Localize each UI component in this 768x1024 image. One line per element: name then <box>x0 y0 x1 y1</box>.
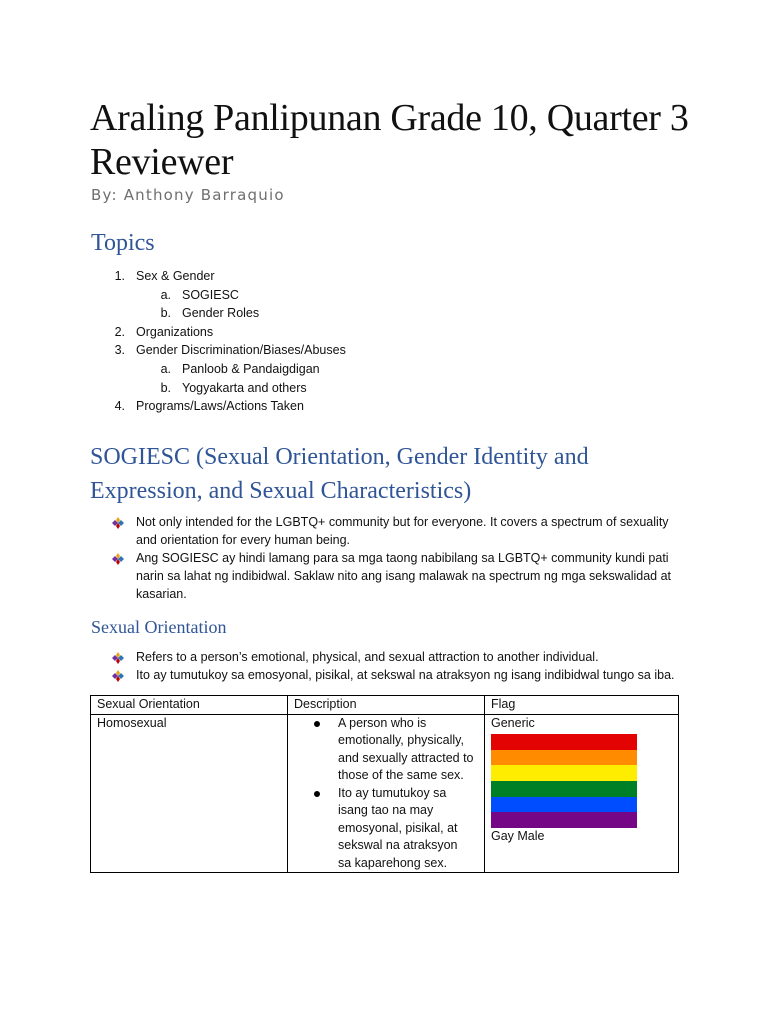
flag-stripe <box>491 797 637 813</box>
diamond-bullet-icon <box>112 648 136 666</box>
bullet-text: Ang SOGIESC ay hindi lamang para sa mga taong nabibilang sa LGBTQ+ community kundi pati narin sa lahat ng indibidwal. Saklaw nito ang isang malawak na spectrum ng mga sekswalidad at kasarian. <box>136 551 672 601</box>
description-text: A person who is emotionally, physically, and sexually attracted to those of the same sex. <box>338 715 474 782</box>
description-text: Ito ay tumutukoy sa isang tao na may emosyonal, pisikal, at sekswal na atraksyon sa kaparehong sex. <box>338 785 458 870</box>
topic-label: Sex & Gender <box>136 269 215 283</box>
bullet-text: Refers to a person’s emotional, physical, and sexual attraction to another individual. <box>136 650 599 664</box>
flag-caption: Gay Male <box>491 829 545 844</box>
topics-heading: Topics <box>91 230 155 256</box>
description-item <box>338 715 474 785</box>
orientation-cell: Homosexual <box>91 714 288 873</box>
document-title: Araling Panlipunan Grade 10, Quarter 3 Reviewer <box>90 97 689 183</box>
topic-number: b. <box>160 380 171 395</box>
topic-label: Programs/Laws/Actions Taken <box>136 399 304 414</box>
document-byline: By: Anthony Barraquio <box>91 186 285 204</box>
sogiesc-heading: SOGIESC (Sexual Orientation, Gender Identity and Expression, and Sexual Characteristics) <box>90 444 589 504</box>
topic-label: Gender Discrimination/Biases/Abuses <box>136 343 346 358</box>
topics-list <box>91 267 346 416</box>
description-item <box>338 785 474 873</box>
topic-item <box>91 397 346 416</box>
diamond-bullet-icon <box>112 513 136 531</box>
topic-item <box>91 267 346 286</box>
topic-label: SOGIESC <box>182 287 239 302</box>
table-row <box>91 714 679 873</box>
bullet-item <box>112 513 692 549</box>
table-header-cell: Flag <box>485 696 679 715</box>
topic-number: 3. <box>114 343 125 358</box>
rainbow-flag-image <box>491 734 637 828</box>
description-cell <box>288 714 485 873</box>
topic-number: 4. <box>114 399 125 414</box>
flag-stripe <box>491 812 637 828</box>
bullet-item <box>112 549 692 603</box>
topic-item <box>91 341 346 360</box>
sogiesc-bullets <box>112 513 692 603</box>
sexual-orientation-table <box>90 695 679 873</box>
flag-cell <box>485 714 679 873</box>
topic-item <box>91 304 346 323</box>
table-header-cell: Sexual Orientation <box>91 696 288 715</box>
topic-number: 1. <box>114 269 125 283</box>
flag-label: Generic <box>491 715 535 730</box>
flag-stripe <box>491 750 637 766</box>
topic-label: Yogyakarta and others <box>182 380 307 395</box>
topic-number: a. <box>160 287 171 302</box>
table-header-row <box>91 696 679 715</box>
topic-label: Panloob & Pandaigdigan <box>182 361 320 376</box>
bullet-text: Ito ay tumutukoy sa emosyonal, pisikal, at sekswal na atraksyon ng isang indibidwal tungo sa iba. <box>136 668 675 682</box>
bullet-item <box>112 666 692 684</box>
topic-number: b. <box>160 306 171 321</box>
topic-item <box>91 286 346 305</box>
topic-item <box>91 323 346 342</box>
flag-stripe <box>491 781 637 797</box>
diamond-bullet-icon <box>112 666 136 684</box>
table-header-cell: Description <box>288 696 485 715</box>
bullet-dot-icon <box>314 721 320 727</box>
sexual-orientation-heading: Sexual Orientation <box>91 617 227 637</box>
description-list <box>294 715 478 873</box>
bullet-dot-icon <box>314 791 320 797</box>
topic-number: a. <box>160 361 171 376</box>
topic-label: Gender Roles <box>182 306 260 321</box>
topic-label: Organizations <box>136 324 214 339</box>
topic-number: 2. <box>114 324 125 339</box>
diamond-bullet-icon <box>112 549 136 567</box>
topic-item <box>91 360 346 379</box>
topic-item <box>91 379 346 398</box>
bullet-item <box>112 648 692 666</box>
flag-stripe <box>491 734 637 750</box>
sexual-orientation-bullets <box>112 648 692 684</box>
bullet-text: Not only intended for the LGBTQ+ community but for everyone. It covers a spectrum of sexuality and orientation for every human being. <box>136 515 669 547</box>
flag-stripe <box>491 765 637 781</box>
